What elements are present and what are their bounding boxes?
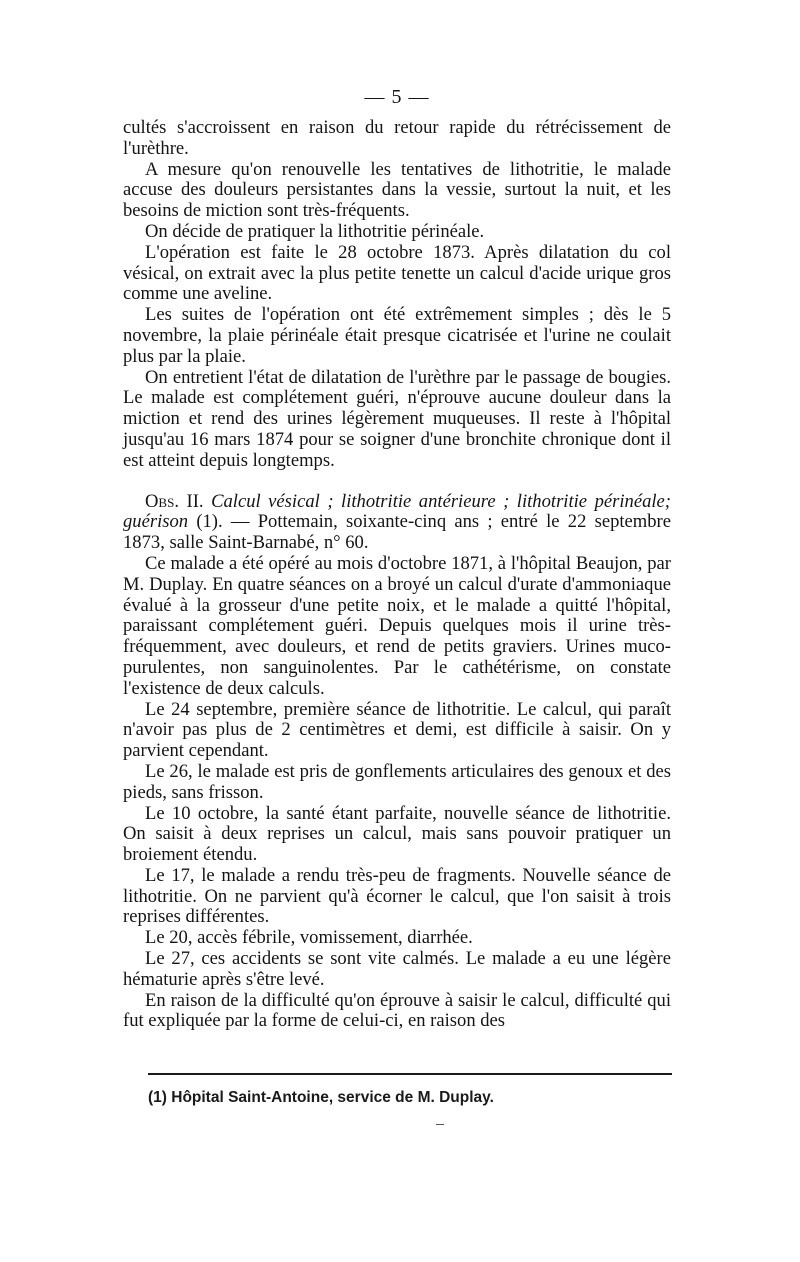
paragraph: On entretient l'état de dilatation de l'urèthre par le passage de bougies. Le malade est complétement guéri, n'éprouve aucune douleur dans la miction et rend des urines légèrement muqueuses. Il reste à l'hôpital jusqu'au 16 mars 1874 pour se soigner d'une bronchite chronique dont il est atteint depuis longtemps. (123, 366, 671, 471)
footnote-mark (436, 1124, 444, 1125)
paragraph: Les suites de l'opération ont été extrêmement simples ; dès le 5 novembre, la plaie périnéale était presque cicatrisée et l'urine ne coulait plus par la plaie. (123, 304, 671, 367)
paragraph: En raison de la difficulté qu'on éprouve à saisir le calcul, difficulté qui fut expliquée par la forme de celui-ci, en raison des (123, 989, 671, 1032)
paragraph: On décide de pratiquer la lithotritie périnéale. (145, 220, 485, 242)
paragraph: Ce malade a été opéré au mois d'octobre 1871, à l'hôpital Beaujon, par M. Duplay. En quatre séances on a broyé un calcul d'urate d'ammoniaque évalué à la grosseur d'une petite noix, et le malade a quitté l'hôpital, paraissant complétement guéri. Depuis quelques mois il urine très-fréquemment, avec douleurs, et rend de petits graviers. Urines muco-purulentes, non sanguinolentes. Par le cathétérisme, on constate l'existence de deux calculs. (123, 552, 671, 699)
page-body (123, 84, 671, 1032)
paragraph: Le 20, accès fébrile, vomissement, diarrhée. (145, 927, 473, 949)
paragraph: Le 10 octobre, la santé étant parfaite, nouvelle séance de lithotritie. On saisit à deux reprises un calcul, mais sans pouvoir pratiquer un broiement étendu. (123, 802, 671, 866)
observation-label: Obs. II. (145, 490, 204, 512)
observation-intro: — Pottemain, soixante-cinq ans ; entré le 22 septembre 1873, salle Saint-Barnabé, n° 60. (123, 511, 671, 554)
section-gap (123, 472, 671, 492)
footnote-rule (148, 1073, 672, 1075)
observation-heading (123, 492, 671, 554)
paragraph: Le 27, ces accidents se sont vite calmés. Le malade a eu une légère hématurie après s'être levé. (123, 948, 671, 990)
footnote: (1) Hôpital Saint-Antoine, service de M. Duplay. (148, 1089, 494, 1106)
footnote-reference: (1). (196, 511, 223, 533)
paragraph: L'opération est faite le 28 octobre 1873. Après dilatation du col vésical, on extrait avec la plus petite tenette un calcul d'acide urique gros comme une aveline. (123, 241, 671, 305)
paragraph: Le 26, le malade est pris de gonflements articulaires des genoux et des pieds, sans frisson. (123, 760, 671, 803)
paragraph: Le 24 septembre, première séance de lithotritie. Le calcul, qui paraît n'avoir pas plus de 2 centimètres et demi, est difficile à saisir. On y parvient cependant. (123, 698, 671, 762)
paragraph: A mesure qu'on renouvelle les tentatives de lithotritie, le malade accuse des douleurs persistantes dans la vessie, surtout la nuit, et les besoins de miction sont très-fréquents. (123, 158, 671, 222)
paragraph: cultés s'accroissent en raison du retour rapide du rétrécissement de l'urèthre. (123, 117, 671, 159)
observation-title: Calcul vésical ; lithotritie antérieure ; lithotritie périnéale; guérison (123, 490, 671, 533)
page-number: — 5 — (364, 86, 430, 108)
paragraph: Le 17, le malade a rendu très-peu de fragments. Nouvelle séance de lithotritie. On ne parvient qu'à écorner le calcul, que l'on saisit à trois reprises différentes. (123, 864, 671, 928)
